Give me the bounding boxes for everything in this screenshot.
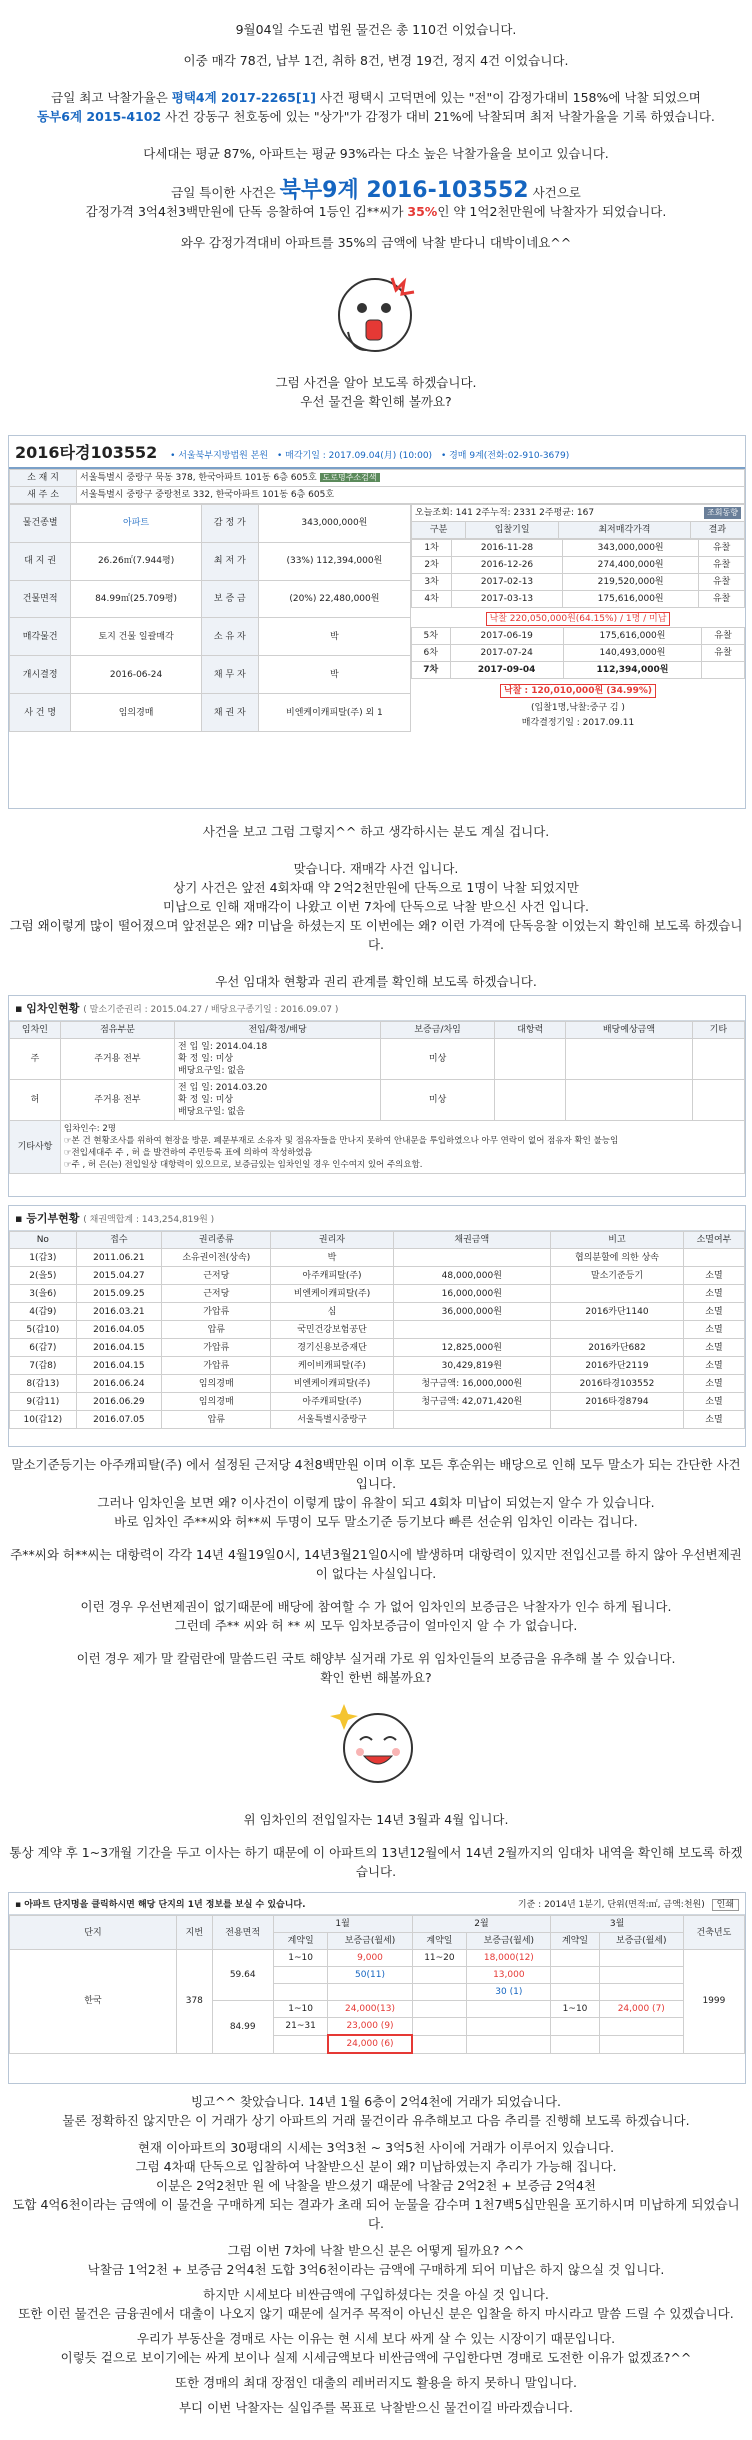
- tenant-row: 주 주거용 전부 전 입 일: 2014.04.18 확 정 일: 미상 배당요구일: 없음 미상: [10, 1039, 745, 1080]
- register-row: 6(갑7) 2016.04.15 가압류 경기신용보증재단 12,825,000원 2016카단682 소멸: [10, 1339, 745, 1357]
- case-number-highlight: 북부9계 2016-103552: [279, 178, 529, 203]
- property-info-table: [9, 504, 411, 732]
- bid-round-row: 6차 2017-07-24 140,493,000원 유찰: [412, 645, 745, 662]
- register-row: 7(갑8) 2016.04.15 가압류 케이비캐피탈(주) 30,429,819원 2016카단2119 소멸: [10, 1357, 745, 1375]
- bid-round-row: 2차 2016-12-26 274,400,000원 유찰: [412, 557, 745, 574]
- register-row: 5(갑10) 2016.04.05 압류 국민건강보험공단 소멸: [10, 1321, 745, 1339]
- case-header: 2016타경103552 • 서울북부지방법원 본원 • 매각기일 : 2017.09.04(月) (10:00) • 경매 9계(전화:02-910-3679): [9, 436, 745, 469]
- analysis-section: 사건을 보고 그럼 그렇지^^ 하고 생각하시는 분도 계실 겁니다. 맞습니다. 재매각 사건 입니다. 상기 사건은 앞전 4회차때 약 2억2천만원에 단독으로 1명이 낙찰 되었지만 미납으로 인해 재매각이 나왔고 이번 7차에 단독으로 낙찰 받으신 사건 입니다. 그럼 왜이렇게 많이 떨어졌으며 앞전분은 왜? 미납을 하셨는지 또 이번에는 왜? 이런 가격에 단독응찰 이었는지 확인해 보도록 하겠습니다. 우선 임대차 현황과 권리 관계를 확인해 보도록 하겠습니다.: [9, 824, 743, 989]
- intro-line: 이중 매각 78건, 납부 1건, 취하 8건, 변경 19건, 정지 4건 이었습니다.: [183, 53, 569, 68]
- register-status-panel: ▪ 등기부현황 ( 채권액합계 : 143,254,819원 ) No 접수 권리종류 권리자 채권금액 비고 소멸여부 1(갑3) 2011.06.21 소유권이전(상속) 박 협의분할에 의한 상속 2(을5) 2015.04.27 근저당 아주캐피탈(주) 48,000,000원 말소기준등기 소멸 3(을6) 2015.09.25 근저당 비엔케이캐피탈(주) 16,000,000원 소멸 4(갑9) 2016.03.21 가압류 심 36,000,000원 2016카단1140 소멸 5(갑10) 2016.04.05 압류 국민건강보험공단 소멸 6(갑7) 2016.04.15 가압류 경기신용보증재단 12,825,000원 2016카단682 소멸 7(갑8) 2016.04.15 가압류 케이비캐피탈(주) 30,429,819원 2016카단2119 소멸 8(갑13) 2016.06.24 임의경매 비엔케이캐피탈(주) 청구금액: 16,000,000원 2016타경103552 소멸 9(갑11) 2016.06.29 임의경매 아주캐피탈(주) 청구금액: 42,071,420원 2016타경8794 소멸 10(갑12) 2016.07.05 압류 서울특별시중랑구 소멸: [8, 1205, 746, 1447]
- register-row: 2(을5) 2015.04.27 근저당 아주캐피탈(주) 48,000,000원 말소기준등기 소멸: [10, 1267, 745, 1285]
- trade-table-title: ▪ 아파트 단지명을 클릭하시면 해당 단지의 1년 정보를 보실 수 있습니다.: [15, 1900, 306, 1910]
- property-row: 대 지 권 26.26㎡(7.944평) 최 저 가 (33%) 112,394,000원: [10, 542, 411, 580]
- intro-line: 와우 감정가격대비 아파트를 35%의 금액에 낙찰 받다니 대박이네요^^: [180, 235, 572, 250]
- property-row: 물건종별 아파트 감 정 가 343,000,000원: [10, 505, 411, 543]
- conclusion-section: 빙고^^ 찾았습니다. 14년 1월 6층이 2억4천에 거래가 되었습니다. 물론 정확하진 않지만은 이 거래가 상기 아파트의 거래 물건이라 유추해보고 다음 추리를 진행해 보도록 하겠습니다. 현재 이아파트의 30평대의 시세는 3억3천 ~ 3억5천 사이에 거래가 이루어지 있습니다. 그럼 4차때 단독으로 입찰하여 낙찰받으신 분이 왜? 미납하였는지 추리가 가능해 집니다. 이분은 2억2천만 원 에 낙찰을 받으셨기 때문에 낙찰금 2억2천 + 보증금 2억4천 도합 4억6천이라는 금액에 이 물건을 구매하게 되는 결과가 초래 되어 눈물을 감수며 1천7백5십만원을 포기하시며 미납하게 되었습니다. 그럼 이번 7차에 낙찰 받으신 분은 어떻게 될까요? ^^ 낙찰금 1억2천 + 보증금 2억4천 도합 3억6천이라는 금액에 구매하게 되어 미납은 하지 않으실 것 입니다. 하지만 시세보다 비싼금액에 구입하셨다는 것을 아실 것 입니다. 또한 이런 물건은 금융권에서 대출이 나오지 않기 때문에 실거주 목적이 아닌신 분은 입찰을 하지 마시라고 말씀 드릴 수 있겠습니다. 우리가 부동산을 경매로 사는 이유는 현 시세 보다 싸게 살 수 있는 시장이기 때문입니다. 이렇듯 겉으로 보이기에는 싸게 보이나 실제 시세금액보다 비싼금액에 구입한다면 경매로 도전한 이유가 없겠죠?^^ 또한 경매의 최대 장점인 대출의 레버러지도 활용을 하지 못하니 말입니다. 부디 이번 낙찰자는 실입주를 목표로 낙찰받으신 물건이길 바라겠습니다.: [12, 2094, 740, 2415]
- trade-table: 단지 지번 전용면적 1월 2월 3월 건축년도 계약일 보증금(월세) 계약일 보증금(월세) 계약일 보증금(월세) 한국 378 59.64 1~10 9,000 11~20 18,000(12) 1999 50(11) 13,000 30 (1) 84.99 1~10 24,000(13) 1~10 24,000 (7) 21~31 23,000 (9) 24,000 (6): [9, 1915, 745, 2054]
- intro-line: 감정가격 3억4천3백만원에 단독 응찰하여 1등인 김**씨가 35%인 약 1억2천만원에 낙찰자가 되었습니다.: [85, 204, 667, 219]
- case-link-pyeongtaek[interactable]: 평택4계 2017-2265[1]: [171, 90, 316, 105]
- case-summary-panel: [8, 435, 746, 809]
- intro-section: [8, 20, 744, 252]
- transition-text: 그럼 사건을 알아 보도록 하겠습니다. 우선 물건을 확인해 볼까요?: [275, 375, 477, 409]
- shocked-face-icon: [330, 270, 420, 360]
- tenant-notes: 임차인수: 2명 ☞본 건 현황조사를 위하여 현장을 방문. 폐문부재로 소유자 및 점유자들을 만나지 못하여 안내문을 투입하였으나 아무 연락이 없어 점유자 확인 불능임 ☞전입세대주 주 , 허 을 발견하여 주민등록 표에 의하여 작성하였음 ☞주 , 허 은(는) 전입일상 대항력이 있으므로, 보증금있는 임차인일 경우 인수여지 있어 주의요함.: [60, 1121, 744, 1174]
- previous-bid-note: 낙찰 220,050,000원(64.15%) / 1명 / 미납: [486, 612, 671, 626]
- case-link-dongbu[interactable]: 동부6계 2015-4102: [37, 109, 162, 124]
- register-row: 9(갑11) 2016.06.29 임의경매 아주캐피탈(주) 청구금액: 42,071,420원 2016타경8794 소멸: [10, 1393, 745, 1411]
- intro-line: 다세대는 평균 87%, 아파트는 평균 93%라는 다소 높은 낙찰가율을 보이고 있습니다.: [143, 146, 609, 161]
- intro-line: 금일 특이한 사건은 북부9계 2016-103552 사건으로: [171, 178, 581, 203]
- bid-round-row: 3차 2017-02-13 219,520,000원 유찰: [412, 574, 745, 591]
- register-row: 3(을6) 2015.09.25 근저당 비엔케이캐피탈(주) 16,000,000원 소멸: [10, 1285, 745, 1303]
- tenant-status-panel: ▪ 임차인현황 ( 말소기준권리 : 2015.04.27 / 배당요구종기일 : 2016.09.07 ) 임차인 점유부분 전입/확정/배당 보증금/차임 대항력 배당예상금액 기타 주 주거용 전부 전 입 일: 2014.04.18 확 정 일: 미상 배당요구일: 없음 미상 허 주거용 전부 전 입 일: 2014.03.20 확 정 일: 미상 배당요구일: 없음 미상 기타사항 임차인수: 2명 ☞본 건 현황조사를 위하여 현장을 방문. 폐문부재로 소유자 및 점유자들을 만나지 못하여 안내문을 투입하였으나 아무 연락이 없어 점유자 확인 불능임 ☞전입세대주 주 , 허 을 발견하여 주민등록 표에 의하여 작성하였음 ☞주 , 허 은(는) 전입일상 대항력이 있으므로, 보증금있는 임차인일 경우 인수여지 있어 주의요함.: [8, 995, 746, 1197]
- intro-line: 9월04일 수도권 법원 물건은 총 110건 이었습니다.: [235, 22, 517, 37]
- property-row: 매각물건 토지 건물 일괄매각 소 유 자 박: [10, 618, 411, 656]
- address-table: 소 재 지 서울특별시 중랑구 묵동 378, 한국아파트 101동 6층 605호 도로명주소검색 새 주 소 서울특별시 중랑구 중랑천로 332, 한국아파트 101동 6층 605호: [9, 469, 745, 504]
- laughing-face-icon: [330, 1700, 420, 1790]
- register-row: 4(갑9) 2016.03.21 가압류 심 36,000,000원 2016카단1140 소멸: [10, 1303, 745, 1321]
- view-trend-button[interactable]: 조회동향: [704, 507, 741, 519]
- bid-round-row: 4차 2017-03-13 175,616,000원 유찰: [412, 591, 745, 608]
- print-button[interactable]: 인쇄: [712, 1899, 739, 1911]
- complex-name-link[interactable]: 한국: [10, 1950, 177, 2054]
- tenant-table: 임차인 점유부분 전입/확정/배당 보증금/차임 대항력 배당예상금액 기타 주 주거용 전부 전 입 일: 2014.04.18 확 정 일: 미상 배당요구일: 없음 미상 허 주거용 전부 전 입 일: 2014.03.20 확 정 일: 미상 배당요구일: 없음 미상 기타사항 임차인수: 2명 ☞본 건 현황조사를 위하여 현장을 방문. 폐문부재로 소유자 및 점유자들을 만나지 못하여 안내문을 투입하였으나 아무 연락이 없어 점유자 확인 불능임 ☞전입세대주 주 , 허 을 발견하여 주민등록 표에 의하여 작성하였음 ☞주 , 허 은(는) 전입일상 대항력이 있으므로, 보증금있는 임차인일 경우 인수여지 있어 주의요함.: [9, 1021, 745, 1174]
- bid-round-row: 1차 2016-11-28 343,000,000원 유찰: [412, 540, 745, 557]
- intro-line: 금일 최고 낙찰가율은 평택4계 2017-2265[1] 사건 평택시 고덕면에 있는 "전"이 감정가대비 158%에 낙찰 되었으며 동부6계 2015-4102 사건 강동구 천호동에 있는 "상가"가 감정가 대비 21%에 낙찰되며 최저 낙찰가율을 기록 하였습니다.: [37, 90, 715, 124]
- matched-trade-cell: 24,000 (6): [328, 2035, 412, 2053]
- register-table: No 접수 권리종류 권리자 채권금액 비고 소멸여부 1(갑3) 2011.06.21 소유권이전(상속) 박 협의분할에 의한 상속 2(을5) 2015.04.27 근저당 아주캐피탈(주) 48,000,000원 말소기준등기 소멸 3(을6) 2015.09.25 근저당 비엔케이캐피탈(주) 16,000,000원 소멸 4(갑9) 2016.03.21 가압류 심 36,000,000원 2016카단1140 소멸 5(갑10) 2016.04.05 압류 국민건강보험공단 소멸 6(갑7) 2016.04.15 가압류 경기신용보증재단 12,825,000원 2016카단682 소멸 7(갑8) 2016.04.15 가압류 케이비캐피탈(주) 30,429,819원 2016카단2119 소멸 8(갑13) 2016.06.24 임의경매 비엔케이캐피탈(주) 청구금액: 16,000,000원 2016타경103552 소멸 9(갑11) 2016.06.29 임의경매 아주캐피탈(주) 청구금액: 42,071,420원 2016타경8794 소멸 10(갑12) 2016.07.05 압류 서울특별시중랑구 소멸: [9, 1231, 745, 1429]
- property-row: 건물면적 84.99㎡(25.709평) 보 증 금 (20%) 22,480,000원: [10, 580, 411, 618]
- tenant-analysis: 말소기준등기는 아주캐피탈(주) 에서 설정된 근저당 4천8백만원 이며 이후 모든 후순위는 배당으로 인해 모두 말소가 되는 간단한 사건 입니다. 그러나 임차인을 보면 왜? 이사건이 이렇게 많이 유찰이 되고 4회차 미납이 되었는지 알수 가 있습니다. 바로 임차인 주**씨와 허**씨 두명이 모두 말소기준 등기보다 빠른 선순위 임차인 이라는 겁니다. 주**씨와 허**씨는 대항력이 각각 14년 4월19일0시, 14년3월21일0시에 발생하며 대항력이 있지만 전입신고를 하지 않아 우선변제권이 없다는 사실입니다. 이런 경우 우선변제권이 없기때문에 배당에 참여할 수 가 없어 임차인의 보증금은 낙찰자가 인수 하게 됩니다. 그런데 주** 씨와 허 ** 씨 모두 임차보증금이 얼마인지 알 수 가 없습니다. 이런 경우 제가 말 칼럼란에 말씀드린 국토 해양부 실거래 가로 위 임차인들의 보증금을 유추해 볼 수 있습니다. 확인 한번 해볼까요?: [10, 1457, 742, 1685]
- tenant-row: 허 주거용 전부 전 입 일: 2014.03.20 확 정 일: 미상 배당요구일: 없음 미상: [10, 1080, 745, 1121]
- final-bid-note: 낙찰 : 120,010,000원 (34.99%): [500, 684, 656, 698]
- property-row: 사 건 명 임의경매 채 권 자 비엔케이캐피탈(주) 외 1: [10, 694, 411, 732]
- movein-text: 위 임차인의 전입일자는 14년 3월과 4월 입니다. 통상 계약 후 1~3개월 기간을 두고 이사는 하기 때문에 이 아파트의 13년12월에서 14년 2월까지의 임대차 내역을 확인해 보도록 하겠습니다.: [9, 1812, 743, 1879]
- case-number: 2016타경103552: [15, 443, 158, 462]
- bid-round-row: 5차 2017-06-19 175,616,000원 유찰: [412, 628, 745, 645]
- register-row: 1(갑3) 2011.06.21 소유권이전(상속) 박 협의분할에 의한 상속: [10, 1249, 745, 1267]
- road-address-button[interactable]: 도로명주소검색: [320, 473, 380, 482]
- real-trade-panel: ▪ 아파트 단지명을 클릭하시면 해당 단지의 1년 정보를 보실 수 있습니다. 기준 : 2014년 1분기, 단위(면적:㎡, 금액:천원) 인쇄 단지 지번 전용면적 1월 2월 3월 건축년도 계약일 보증금(월세) 계약일 보증금(월세) 계약일 보증금(월세) 한국 378 59.64 1~10 9,000 11~20 18,000(12) 1999 50(11) 13,000 30 (1) 84.99 1~10 24,000(13) 1~10 24,000 (7) 21~31 23,000 (9) 24,000 (6): [8, 1892, 746, 2084]
- bid-history: 오늘조회: 141 2주누적: 2331 2주평균: 167 조회동향 구분 입찰기일 최저매각가격 결과 1차 2016-11-28 343,000,000원 유찰 2차 2016-12-26 274,400,000원 유찰 3차 2017-02-13 219,520,000원 유찰 4차 2017-03-13 175,616,000원 유찰 낙찰 220,050,000원(64.15%) / 1명 / 미납 5차 2017-06-19 175,616,000원 유찰 6차 2017-07-24 140,493,000원 유찰 7차 2017-09-04 112,394,000원 낙찰 : 120,010,000원 (34.99%) (입찰1명,낙찰:중구 김 ) 매각결정기일 : 2017.09.11: [411, 504, 745, 732]
- register-row: 8(갑13) 2016.06.24 임의경매 비엔케이캐피탈(주) 청구금액: 16,000,000원 2016타경103552 소멸: [10, 1375, 745, 1393]
- bid-round-row: 7차 2017-09-04 112,394,000원: [412, 662, 745, 679]
- register-row: 10(갑12) 2016.07.05 압류 서울특별시중랑구 소멸: [10, 1411, 745, 1429]
- property-row: 개시결정 2016-06-24 채 무 자 박: [10, 656, 411, 694]
